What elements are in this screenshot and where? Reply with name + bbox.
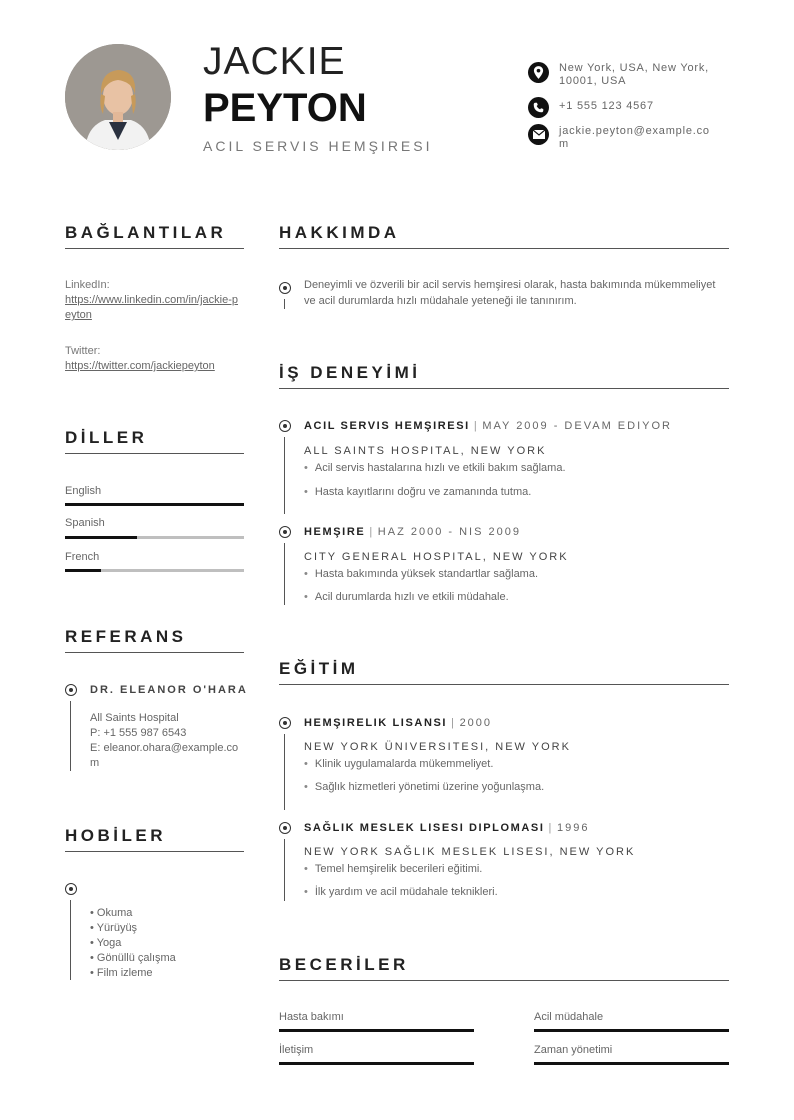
skill-label: İletişim <box>279 1044 314 1056</box>
reference-bullet-icon <box>65 684 77 696</box>
job-heading <box>304 420 672 432</box>
education-heading-line <box>304 717 492 729</box>
hobby-item: • Okuma <box>90 907 133 919</box>
twitter-link[interactable]: https://twitter.com/jackiepeyton <box>65 360 215 372</box>
hobbies-rule <box>65 851 244 852</box>
linkedin-label: LinkedIn: <box>65 279 110 291</box>
about-bullet-icon <box>279 282 291 294</box>
hobby-item: • Gönüllü çalışma <box>90 952 176 964</box>
reference-phone: P: +1 555 987 6543 <box>90 727 187 739</box>
job-role: ACIL SERVIS HEMŞIRESI <box>304 420 470 432</box>
about-heading: HAKKIMDA <box>279 223 400 242</box>
profile-photo <box>65 44 171 150</box>
job-title: ACIL SERVIS HEMŞIRESI <box>203 138 433 154</box>
language-spanish-fill <box>65 536 137 539</box>
twitter-label: Twitter: <box>65 345 101 357</box>
job-bullet: • Hasta kayıtlarını doğru ve zamanında tutma. <box>304 486 531 498</box>
about-timeline-line <box>284 299 285 309</box>
skill-label: Zaman yönetimi <box>534 1044 613 1056</box>
email-text: jackie.peyton@example.com <box>559 125 710 150</box>
education-date: 2000 <box>459 717 493 729</box>
address-text: New York, USA, New York, 10001, USA <box>559 62 710 87</box>
reference-email: E: eleanor.ohara@example.com <box>90 742 239 769</box>
hobby-item: • Film izleme <box>90 967 153 979</box>
job-bullet: • Hasta bakımında yüksek standartlar sağlama. <box>304 568 538 580</box>
hobby-item: • Yürüyüş <box>90 922 138 934</box>
education-date: 1996 <box>557 822 590 834</box>
separator: | <box>451 717 456 729</box>
job-bullet: • Acil durumlarda hızlı ve etkili müdahale. <box>304 591 509 603</box>
about-rule <box>279 248 729 249</box>
references-rule <box>65 652 244 653</box>
experience-timeline-line <box>284 437 285 514</box>
separator: | <box>473 420 479 432</box>
references-heading: REFERANS <box>65 627 187 646</box>
separator: | <box>369 526 374 538</box>
contact-email <box>528 124 728 151</box>
language-english-bar <box>65 503 244 506</box>
links-rule <box>65 248 244 249</box>
experience-timeline-line <box>284 543 285 605</box>
skill-bar <box>279 1029 474 1032</box>
hobbies-bullet-icon <box>65 883 77 895</box>
contact-phone <box>528 97 728 118</box>
skills-rule <box>279 980 729 981</box>
job-date: HAZ 2000 - NIS 2009 <box>377 526 521 538</box>
links-heading: BAĞLANTILAR <box>65 223 227 242</box>
education-heading-line <box>304 822 589 834</box>
language-french-bar <box>65 569 244 572</box>
experience-bullet-icon <box>279 420 291 432</box>
hobbies-heading: HOBİLER <box>65 826 166 845</box>
languages-rule <box>65 453 244 454</box>
education-bullet-icon <box>279 717 291 729</box>
education-bullet: • Temel hemşirelik becerileri eğitimi. <box>304 863 482 875</box>
phone-icon <box>528 97 549 118</box>
job-organization: ALL SAINTS HOSPITAL, NEW YORK <box>304 445 547 457</box>
job-bullet: • Acil servis hastalarına hızlı ve etkili bakım sağlama. <box>304 462 566 474</box>
hobbies-timeline-line <box>70 900 71 980</box>
education-timeline-line <box>284 839 285 901</box>
experience-bullet-icon <box>279 526 291 538</box>
skill-label: Hasta bakımı <box>279 1011 344 1023</box>
education-bullet: • Klinik uygulamalarda mükemmeliyet. <box>304 758 493 770</box>
education-rule <box>279 684 729 685</box>
education-bullet-icon <box>279 822 291 834</box>
job-role: HEMŞIRE <box>304 526 366 538</box>
language-english-fill <box>65 503 244 506</box>
language-english-label: English <box>65 485 102 497</box>
phone-text: +1 555 123 4567 <box>559 100 654 112</box>
last-name: PEYTON <box>203 86 367 130</box>
language-spanish-bar <box>65 536 244 539</box>
separator: | <box>548 822 553 834</box>
job-date: MAY 2009 - DEVAM EDIYOR <box>482 420 672 432</box>
reference-timeline-line <box>70 701 71 771</box>
reference-org: All Saints Hospital <box>90 712 179 724</box>
job-heading <box>304 526 521 538</box>
experience-heading: İŞ DENEYİMİ <box>279 363 421 382</box>
job-organization: CITY GENERAL HOSPITAL, NEW YORK <box>304 551 569 563</box>
language-spanish-label: Spanish <box>65 517 105 529</box>
education-heading: EĞİTİM <box>279 659 359 678</box>
about-text: Deneyimli ve özverili bir acil servis hemşiresi olarak, hasta bakımında mükemmeliyet ve acil durumlarda hızlı müdahale yeteneği ile tanınırım. <box>304 279 716 307</box>
language-french-fill <box>65 569 101 572</box>
education-degree: HEMŞIRELIK LISANSI <box>304 717 448 729</box>
linkedin-link[interactable]: https://www.linkedin.com/in/jackie-peyton <box>65 294 239 321</box>
skill-label: Acil müdahale <box>534 1011 604 1023</box>
skill-bar <box>534 1062 729 1065</box>
education-timeline-line <box>284 734 285 810</box>
skill-bar <box>279 1062 474 1065</box>
first-name: JACKIE <box>203 40 346 83</box>
contact-address <box>528 62 728 88</box>
skill-bar <box>534 1029 729 1032</box>
education-school: NEW YORK SAĞLIK MESLEK LISESI, NEW YORK <box>304 846 636 858</box>
location-pin-icon <box>528 62 549 83</box>
education-degree: SAĞLIK MESLEK LISESI DIPLOMASI <box>304 822 545 834</box>
language-french-label: French <box>65 551 100 563</box>
hobby-item: • Yoga <box>90 937 122 949</box>
education-bullet: • İlk yardım ve acil müdahale teknikleri. <box>304 886 498 898</box>
education-school: NEW YORK ÜNIVERSITESI, NEW YORK <box>304 741 571 753</box>
education-bullet: • Sağlık hizmetleri yönetimi üzerine yoğunlaşma. <box>304 781 544 793</box>
envelope-icon <box>528 124 549 145</box>
experience-rule <box>279 388 729 389</box>
languages-heading: DİLLER <box>65 428 148 447</box>
skills-heading: BECERİLER <box>279 955 409 974</box>
reference-name: DR. ELEANOR O'HARA <box>90 684 248 696</box>
